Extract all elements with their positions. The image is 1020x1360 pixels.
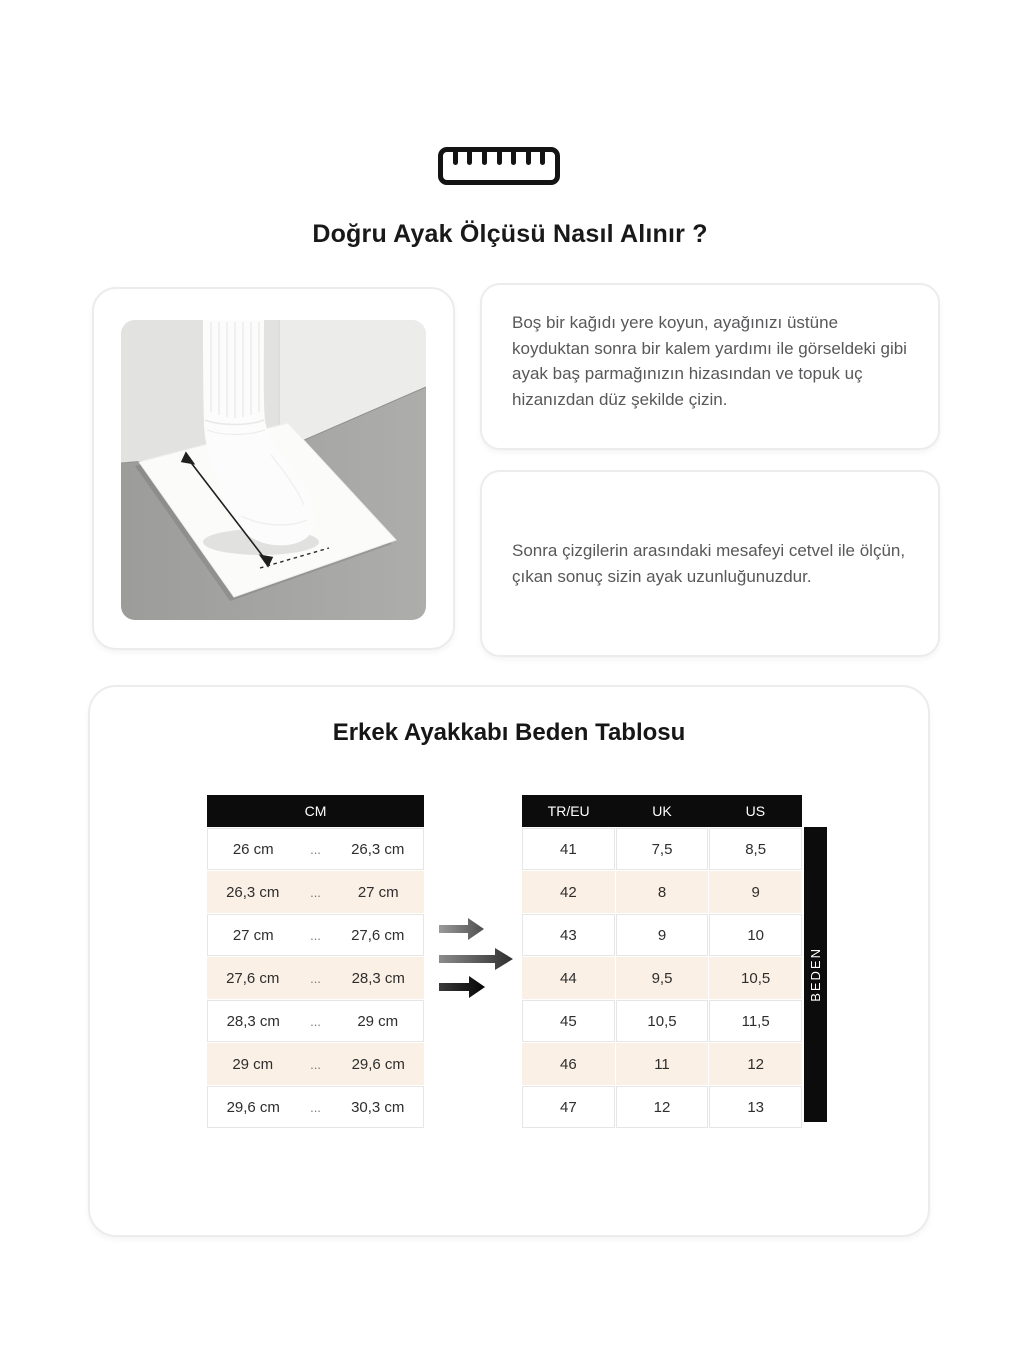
col-header-uk: UK <box>652 803 672 819</box>
size-cell: 8,5 <box>709 828 802 870</box>
cm-from: 29,6 cm <box>226 1098 280 1116</box>
cm-to: 27,6 cm <box>351 926 405 944</box>
cm-from: 26 cm <box>232 840 274 858</box>
table-row <box>207 1043 424 1085</box>
table-row <box>207 871 424 913</box>
cm-to: 28,3 cm <box>351 969 405 987</box>
cm-to: 29,6 cm <box>351 1055 405 1073</box>
measurement-illustration <box>121 320 426 620</box>
size-cell: 12 <box>709 1043 802 1085</box>
foot-on-paper-measurement-photo <box>121 320 426 620</box>
instruction-card-step2 <box>480 470 940 657</box>
size-cell: 10,5 <box>709 957 802 999</box>
beden-label: BEDEN <box>808 947 823 1002</box>
cm-dots: ... <box>310 1056 321 1072</box>
size-cell: 11,5 <box>709 1000 802 1042</box>
intl-size-table-body <box>522 828 802 1128</box>
cm-from: 26,3 cm <box>226 883 280 901</box>
ruler-tick <box>482 152 487 165</box>
cm-table-header: CM <box>207 795 424 827</box>
size-cell: 41 <box>522 828 615 870</box>
col-header-treu: TR/EU <box>547 803 590 819</box>
size-cell: 43 <box>522 914 615 956</box>
ruler-tick <box>467 152 472 165</box>
size-table-card <box>88 685 930 1237</box>
size-cell: 46 <box>522 1043 615 1085</box>
table-row <box>207 1000 424 1042</box>
measurement-photo-card <box>92 287 455 650</box>
col-header-us: US <box>745 803 766 819</box>
size-cell: 10 <box>709 914 802 956</box>
cm-dots: ... <box>310 1013 321 1029</box>
cm-from: 29 cm <box>232 1055 274 1073</box>
ruler-tick <box>540 152 545 165</box>
size-cell: 11 <box>616 1043 709 1085</box>
cm-dots: ... <box>310 841 321 857</box>
page-title: Doğru Ayak Ölçüsü Nasıl Alınır ? <box>312 220 708 248</box>
size-cell: 45 <box>522 1000 615 1042</box>
ruler-tick <box>497 152 502 165</box>
size-cell: 9 <box>709 871 802 913</box>
size-cell: 13 <box>709 1086 802 1128</box>
cm-from: 27,6 cm <box>226 969 280 987</box>
size-cell: 9,5 <box>616 957 709 999</box>
instruction-card-step1 <box>480 283 940 450</box>
cm-table-body <box>207 828 424 1128</box>
conversion-arrows-icon <box>439 915 514 1000</box>
cm-from: 28,3 cm <box>226 1012 280 1030</box>
cm-from: 27 cm <box>232 926 274 944</box>
instruction-step1-text: Boş bir kağıdı yere koyun, ayağınızı üstüne koyduktan sonra bir kalem yardımı ile görseldeki gibi ayak baş parmağınızın hizasından ve topuk uç hizanızdan düz şekilde çizin. <box>512 313 907 409</box>
size-cell: 9 <box>616 914 709 956</box>
size-cell: 12 <box>616 1086 709 1128</box>
cm-table <box>207 795 424 1128</box>
ruler-tick <box>453 152 458 165</box>
ruler-tick <box>526 152 531 165</box>
cm-to: 29 cm <box>357 1012 399 1030</box>
size-cell: 8 <box>616 871 709 913</box>
intl-size-table <box>522 795 802 1128</box>
cm-to: 27 cm <box>357 883 399 901</box>
size-section-title: Erkek Ayakkabı Beden Tablosu <box>332 719 686 746</box>
size-cell: 7,5 <box>616 828 709 870</box>
cm-dots: ... <box>310 884 321 900</box>
size-cell: 44 <box>522 957 615 999</box>
beden-side-bar <box>804 827 827 1122</box>
cm-dots: ... <box>310 927 321 943</box>
size-cell: 10,5 <box>616 1000 709 1042</box>
intl-size-table-header <box>522 795 802 827</box>
table-row <box>207 1086 424 1128</box>
instruction-step2-text: Sonra çizgilerin arasındaki mesafeyi cetvel ile ölçün, çıkan sonuç sizin ayak uzunluğunuzdur. <box>512 541 906 586</box>
cm-dots: ... <box>310 970 321 986</box>
ruler-icon <box>438 147 560 185</box>
cm-to: 26,3 cm <box>351 840 405 858</box>
table-row <box>207 828 424 870</box>
size-cell: 42 <box>522 871 615 913</box>
ruler-tick <box>511 152 516 165</box>
table-row <box>207 914 424 956</box>
cm-dots: ... <box>310 1099 321 1115</box>
table-row <box>207 957 424 999</box>
cm-to: 30,3 cm <box>351 1098 405 1116</box>
size-cell: 47 <box>522 1086 615 1128</box>
